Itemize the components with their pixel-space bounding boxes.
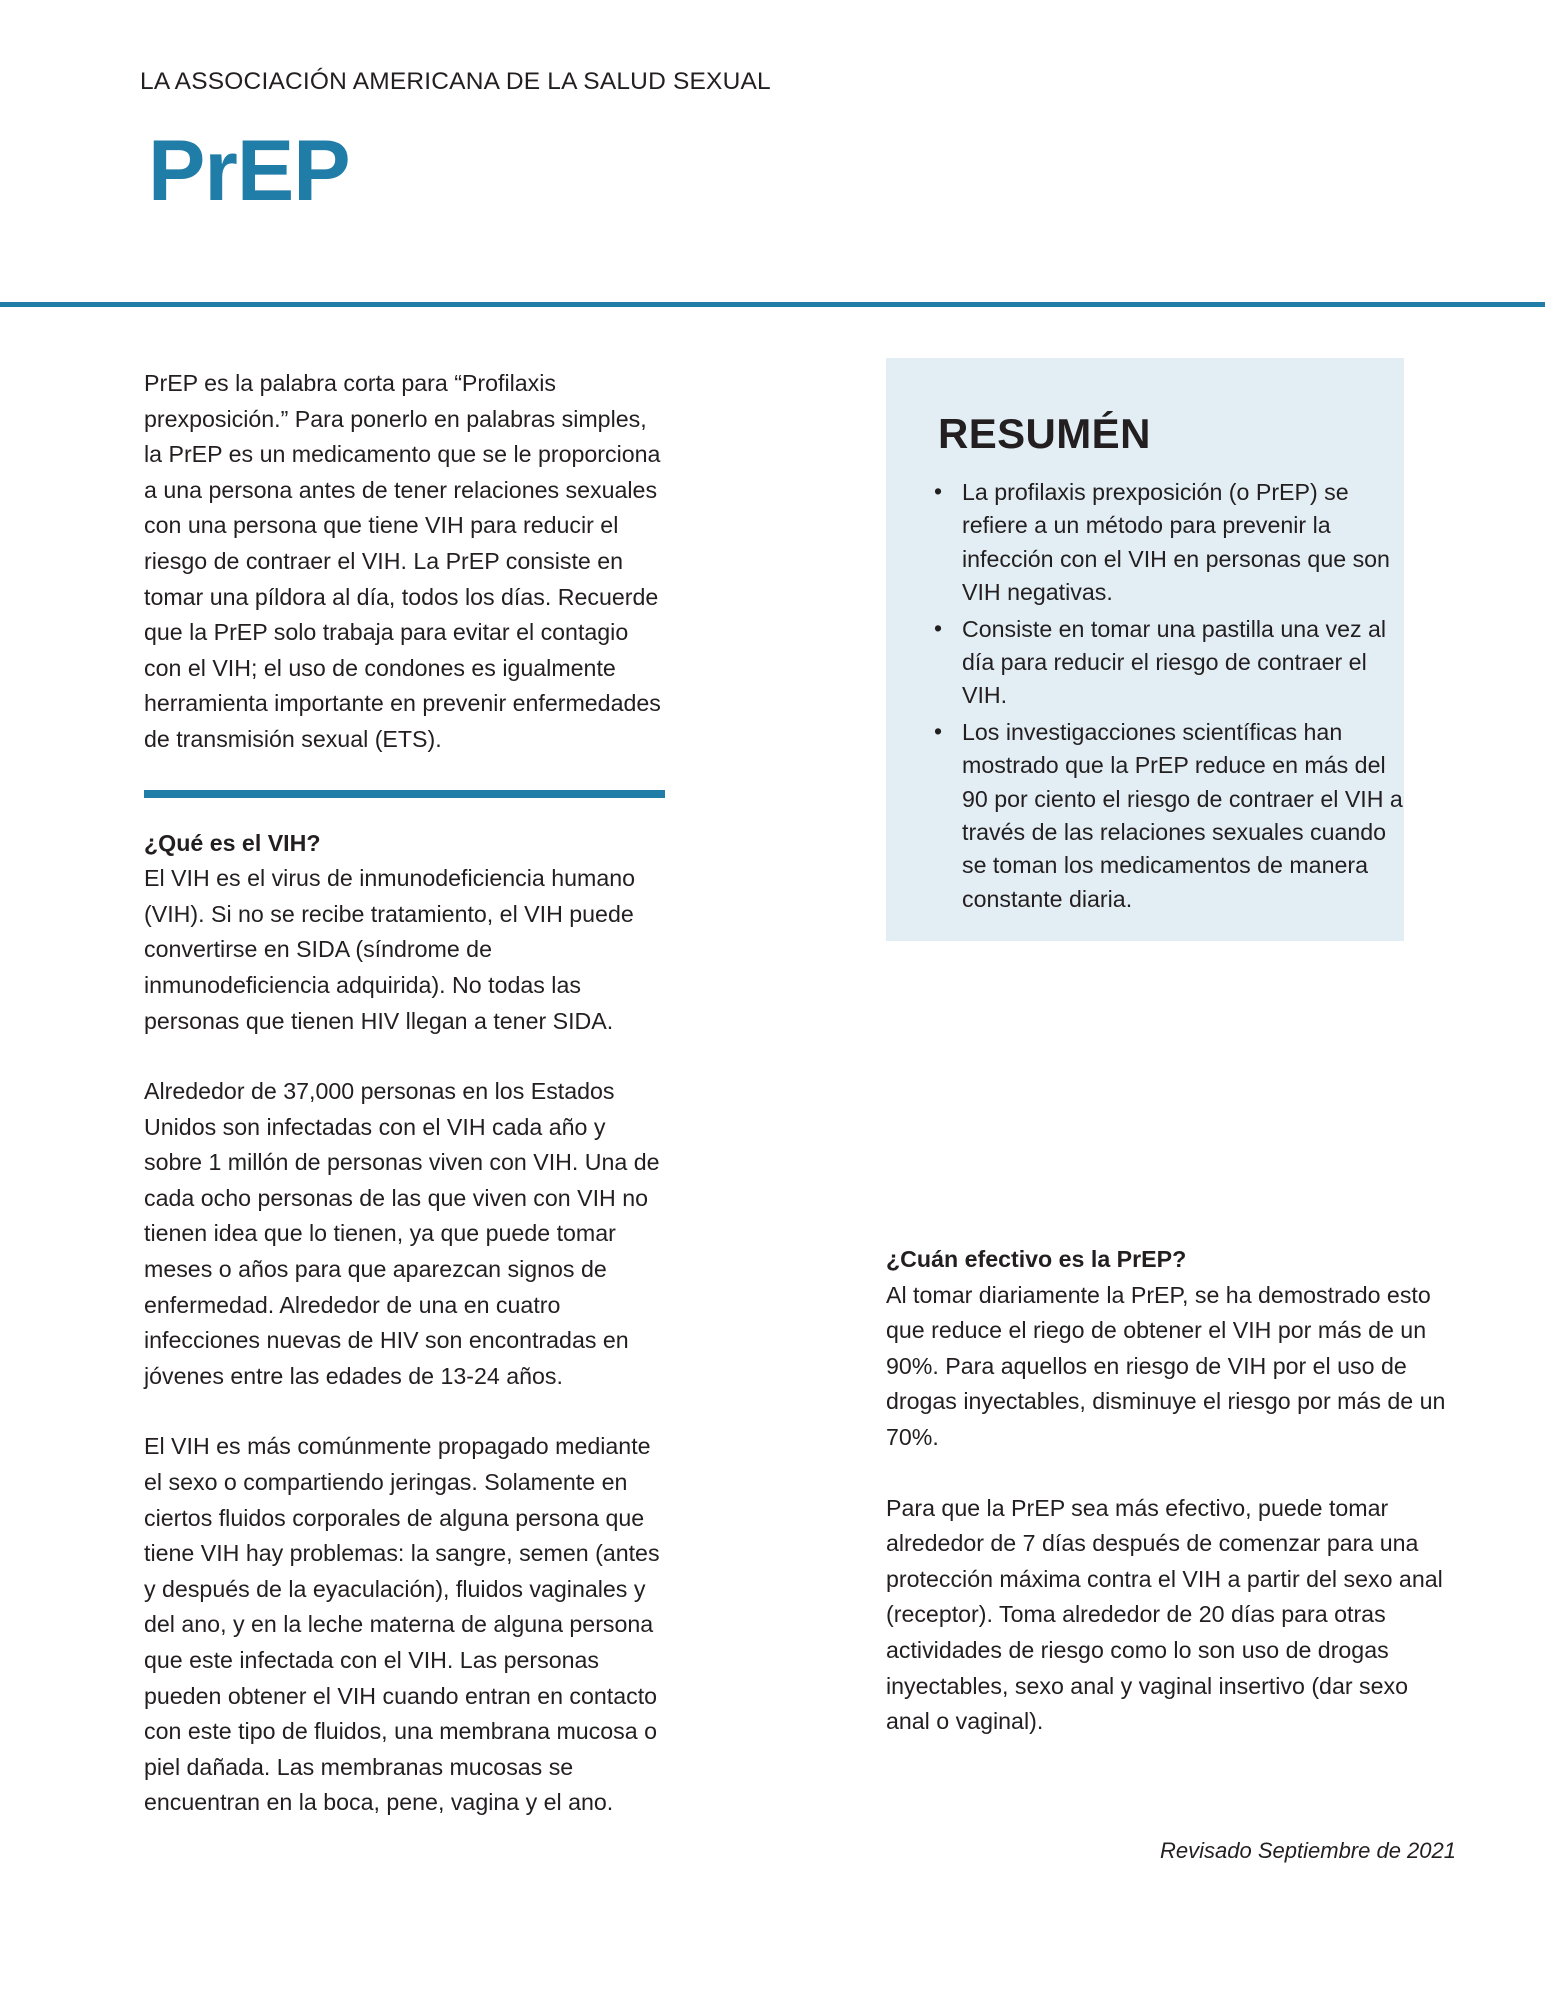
paragraph-spacer (144, 1394, 666, 1429)
left-paragraph-2: Alrededor de 37,000 personas en los Estados Unidos son infectadas con el VIH cada año y sobre 1 millón de personas viven con VIH. Una de cada ocho personas de las que viven con VIH no tienen idea que lo tienen, ya que puede tomar meses o años para que aparezcan signos de enfermedad. Alrededor de una en cuatro infecciones nuevas de HIV son encontradas en jóvenes entre las edades de 13-24 años. (144, 1078, 660, 1389)
list-item: • Los investigacciones scientíficas han mostrado que la PrEP reduce en más del 90 por ciento el riesgo de contraer el VIH a través de las relaciones sexuales cuando se toman los medicamentos de manera constante diaria. (960, 716, 1412, 916)
right-column (886, 1242, 1456, 1740)
organization-name: LA ASSOCIACIÓN AMERICANA DE LA SALUD SEXUAL (140, 68, 771, 95)
header-divider (0, 302, 1545, 307)
section-divider (144, 790, 665, 798)
list-item: • La profilaxis prexposición (o PrEP) se refiere a un método para prevenir la infección con el VIH en personas que son VIH negativas. (960, 476, 1412, 610)
right-section-heading: ¿Cuán efectivo es la PrEP? (886, 1246, 1187, 1272)
revision-note: Revisado Septiembre de 2021 (1160, 1838, 1456, 1863)
summary-box (886, 358, 1404, 941)
left-column (144, 366, 666, 1821)
summary-bullet-list (924, 476, 1412, 919)
left-section-heading: ¿Qué es el VIH? (144, 829, 321, 856)
right-paragraph-1: Al tomar diariamente la PrEP, se ha demostrado esto que reduce el riego de obtener el VIH por más de un 90%. Para aquellos en riesgo de VIH por el uso de drogas inyectables, disminuye el riesgo por más de un 70%. (886, 1281, 1446, 1450)
left-paragraph-3: El VIH es más comúnmente propagado mediante el sexo o compartiendo jeringas. Solamente en ciertos fluidos corporales de alguna persona que tiene VIH hay problemas: la sangre, semen (antes y después de la eyaculación), fluidos vaginales y del ano, y en la leche materna de alguna persona que este infectada con el VIH. Las personas pueden obtener el VIH cuando entran en contacto con este tipo de fluidos, una membrana mucosa o piel dañada. Las membranas mucosas se encuentran en la boca, pene, vagina y el ano. (144, 1433, 660, 1816)
right-paragraph-2: Para que la PrEP sea más efectivo, puede tomar alrededor de 7 días después de comenzar para una protección máxima contra el VIH a partir del sexo anal (receptor). Toma alrededor de 20 días para otras actividades de riesgo como lo son uso de drogas inyectables, sexo anal y vaginal insertivo (dar sexo anal o vaginal). (886, 1494, 1443, 1735)
paragraph-spacer (144, 1039, 666, 1074)
paragraph-spacer (886, 1456, 1456, 1491)
left-paragraph-1: El VIH es el virus de inmunodeficiencia humano (VIH). Si no se recibe tratamiento, el VIH puede convertirse en SIDA (síndrome de inmunodeficiencia adquirida). No todas las personas que tienen HIV llegan a tener SIDA. (144, 865, 636, 1034)
intro-paragraph: PrEP es la palabra corta para “Profilaxis prexposición.” Para ponerlo en palabras simples, la PrEP es un medicamento que se le proporciona a una persona antes de tener relaciones sexuales con una persona que tiene VIH para reducir el riesgo de contraer el VIH. La PrEP consiste en tomar una píldora al día, todos los días. Recuerde que la PrEP solo trabaja para evitar el contagio con el VIH; el uso de condones es igualmente herramienta importante en prevenir enfermedades de transmisión sexual (ETS). (144, 370, 661, 752)
page-title: PrEP (148, 123, 350, 219)
list-item: • Consiste en tomar una pastilla una vez al día para reducir el riesgo de contraer el VIH. (960, 613, 1412, 713)
summary-title: RESUMÉN (938, 410, 1151, 457)
